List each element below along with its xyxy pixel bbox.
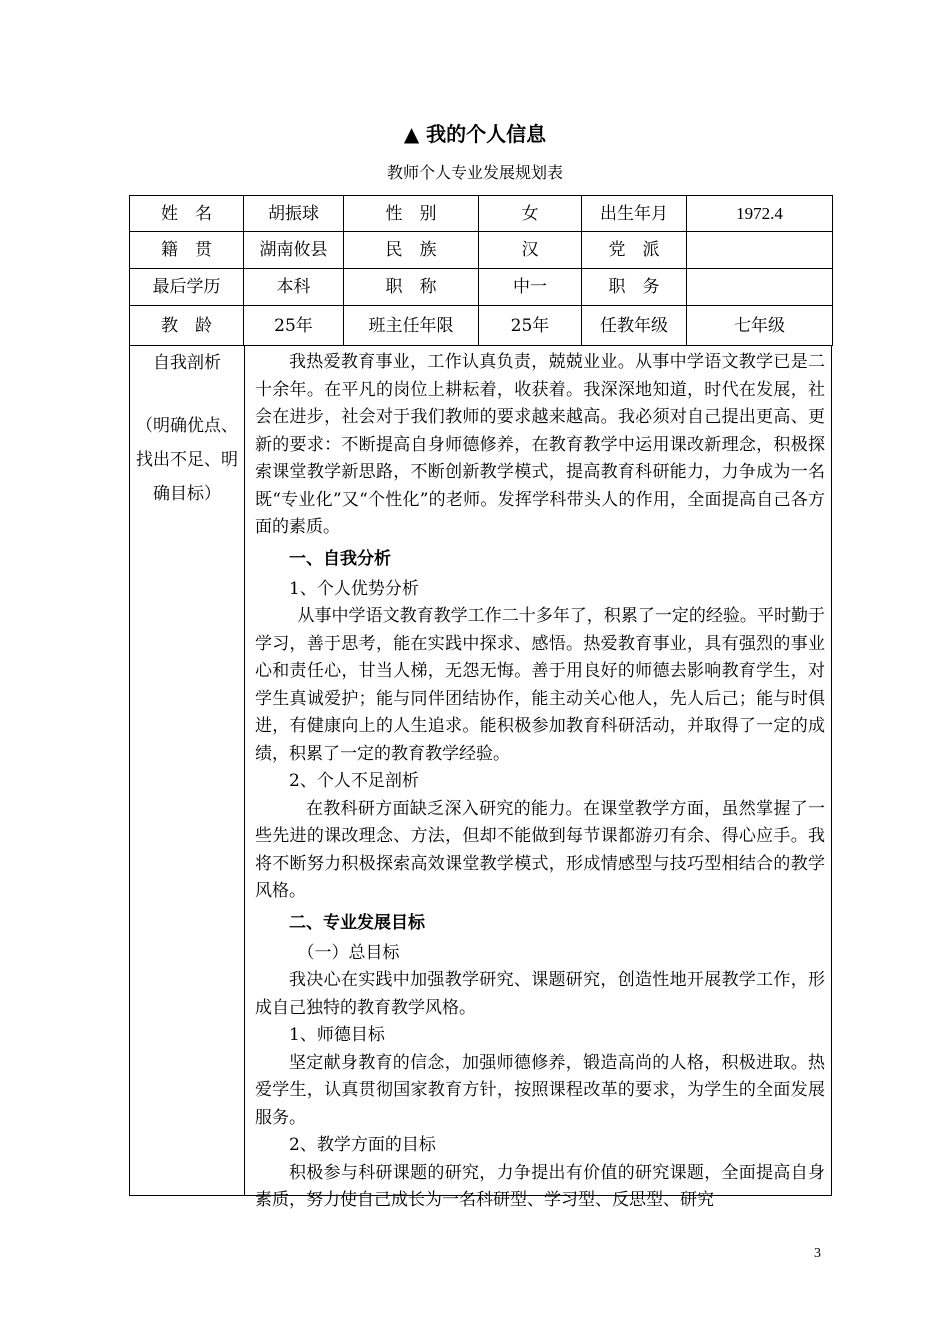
subheading: 2、个人不足剖析	[289, 771, 419, 791]
head-teacher-years-label: 班主任年限	[344, 306, 479, 346]
subheading: （一）总目标	[297, 942, 400, 963]
birth-value: 1972.4	[687, 196, 833, 232]
grade-label: 任教年级	[582, 306, 687, 346]
title-value: 中一	[479, 269, 582, 306]
subheading: 1、个人优势分析	[289, 578, 419, 599]
ethnicity-value: 汉	[479, 232, 582, 269]
subheading: 1、师德目标	[289, 1025, 385, 1045]
section-heading: 一、自我分析	[289, 548, 391, 569]
teaching-years-value: 25年	[244, 306, 344, 346]
self-analysis-section	[129, 345, 832, 1210]
column-divider	[244, 345, 245, 1195]
title-label: 职 称	[344, 269, 479, 306]
party-label: 党 派	[582, 232, 687, 269]
analysis-label-cell	[130, 345, 244, 511]
analysis-label-note: （明确优点、找出不足、明确目标）	[136, 416, 238, 504]
table-row	[130, 306, 833, 346]
birth-label: 出生年月	[582, 196, 687, 232]
overall-goal-paragraph: 我决心在实践中加强教学研究、课题研究，创造性地开展教学工作，形成自己独特的教育教学风格。	[255, 970, 825, 1018]
teaching-years-label: 教 龄	[130, 306, 244, 346]
position-value	[687, 269, 833, 306]
table-row	[130, 269, 833, 306]
strengths-paragraph: 从事中学语文教育教学工作二十多年了，积累了一定的经验。平时勤于学习，善于思考，能在实践中探求、感悟。热爱教育事业，具有强烈的事业心和责任心，甘当人梯，无怨无悔。善于用良好的师德去影响教育学生，对学生真诚爱护；能与同伴团结协作，能主动关心他人，先人后己；能与时俱进，有健康向上的人生追求。能积极参加教育科研活动，并取得了一定的成绩，积累了一定的教育教学经验。	[255, 606, 825, 764]
position-label: 职 务	[582, 269, 687, 306]
weaknesses-paragraph: 在教科研方面缺乏深入研究的能力。在课堂教学方面，虽然掌握了一些先进的课改理念、方法，但却不能做到每节课都游刃有余、得心应手。我将不断努力积极探索高效课堂教学模式，形成情感型与技巧型相结合的教学风格。	[255, 798, 825, 901]
ethics-goal-paragraph: 坚定献身教育的信念，加强师德修养，锻造高尚的人格，积极进取。热爱学生，认真贯彻国家教育方针，按照课程改革的要求，为学生的全面发展服务。	[255, 1052, 825, 1128]
name-value: 胡振球	[244, 196, 344, 232]
teacher-info-table	[129, 195, 833, 346]
intro-paragraph: 我热爱教育事业，工作认真负责，兢兢业业。从事中学语文教学已是二十余年。在平凡的岗位上耕耘着，收获着。我深深地知道，时代在发展，社会在进步，社会对于我们教师的要求越来越高。我必须对自己提出更高、更新的要求：不断提高自身师德修养，在教育教学中运用课改新理念，积极探索课堂教学新思路，不断创新教学模式，提高教育科研能力，力争成为一名既“专业化”又“个性化”的老师。发挥学科带头人的作用，全面提高自己各方面的素质。	[255, 352, 825, 537]
table-subtitle: 教师个人专业发展规划表	[386, 163, 563, 182]
ethnicity-label: 民 族	[344, 232, 479, 269]
section-heading: 二、专业发展目标	[289, 912, 425, 933]
education-label: 最后学历	[130, 269, 244, 306]
analysis-content	[255, 349, 825, 1215]
table-row	[130, 232, 833, 269]
party-value	[687, 232, 833, 269]
hometown-label: 籍 贯	[130, 232, 244, 269]
gender-value: 女	[479, 196, 582, 232]
name-label: 姓 名	[130, 196, 244, 232]
teaching-goal-paragraph: 积极参与科研课题的研究，力争提出有价值的研究课题，全面提高自身素质，努力使自己成长为一名科研型、学习型、反思型、研究	[255, 1162, 825, 1210]
table-row	[130, 196, 833, 232]
education-value: 本科	[244, 269, 344, 306]
hometown-value: 湖南攸县	[244, 232, 344, 269]
analysis-label: 自我剖析	[153, 353, 221, 373]
page-number: 3	[814, 1246, 821, 1261]
subheading: 2、教学方面的目标	[289, 1135, 436, 1155]
head-teacher-years-value: 25年	[479, 306, 582, 346]
page-title: ▲ 我的个人信息	[403, 122, 547, 146]
grade-value: 七年级	[687, 306, 833, 346]
gender-label: 性 别	[344, 196, 479, 232]
